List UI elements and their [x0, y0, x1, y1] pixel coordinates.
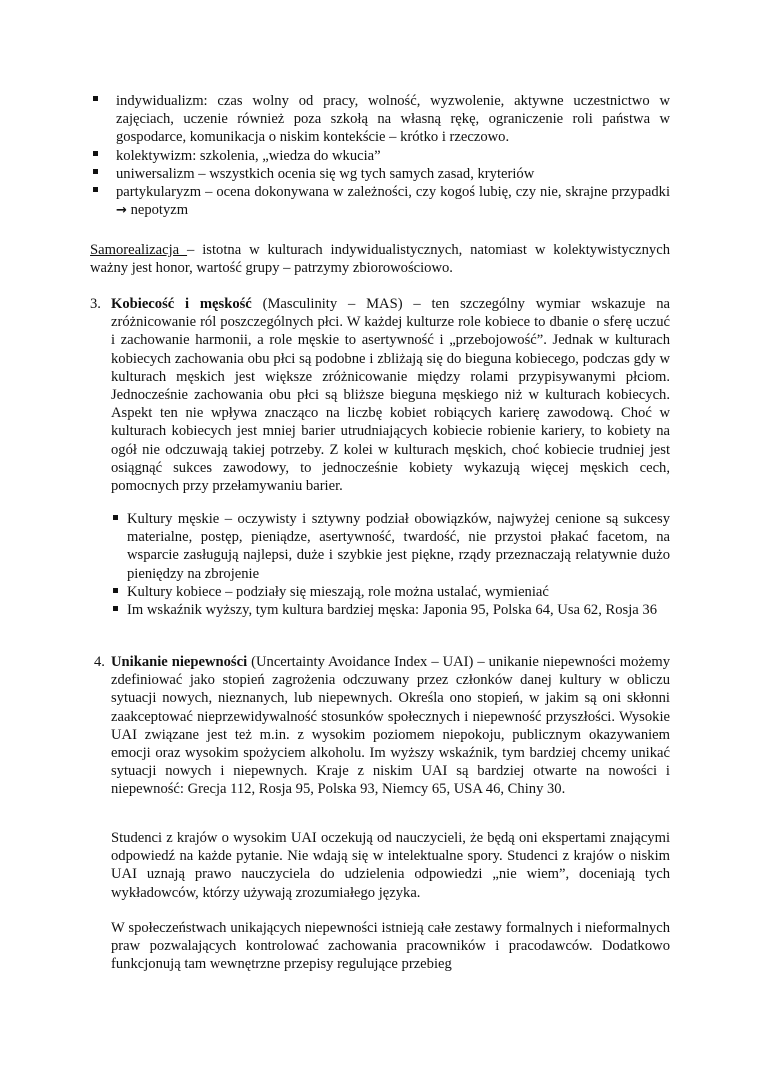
bullet-square-icon [93, 151, 98, 156]
bullet-list-values [0, 92, 760, 220]
list-item: kolektywizm: szkolenia, „wiedza do wkucia” [0, 147, 760, 165]
samorealizacja-term: Samorealizacja [90, 242, 188, 258]
section-number: 4. [94, 654, 105, 670]
list-item: indywidualizm: czas wolny od pracy, wolność, wyzwolenie, aktywne uczestnictwo w zajęciach, uczenie również poza szkołą na własną rękę, ograniczenie roli państwa w gospodarce, komunikacja o niskim kontekście – krótko i rzeczowo. [0, 92, 760, 147]
bullet-list-masculinity [0, 510, 760, 619]
section-4: 4. Unikanie niepewności (Uncertainty Avoidance Index – UAI) – unikanie niepewności możemy zdefiniować jako stopień zagrożenia odczuwany przez członków danej kultury w obliczu sytuacji nowych, nieznanych, lub niepewnych. Określa ono stopień, w jakim są oni skłonni zaakceptować nieprzewidywalność stosunków społecznych i niepewność przyszłości. Wysokie UAI związane jest też m.in. z wysokim poziomem niepokoju, publicznym okazywaniem emocji oraz wysokim spożyciem alkoholu. Im wyższy wskaźnik, tym bardziej chcemy unikać sytuacji nowych i niepewnych. Kraje z niskim UAI są bardziej otwarte na nowości i niepewność: Grecja 112, Rosja 95, Polska 93, Niemcy 65, USA 46, Chiny 30. [94, 654, 671, 798]
list-item: Im wskaźnik wyższy, tym kultura bardziej męska: Japonia 95, Polska 64, Usa 62, Rosja 36 [0, 601, 760, 619]
list-item: uniwersalizm – wszystkich ocenia się wg tych samych zasad, kryteriów [0, 165, 760, 183]
bullet-square-icon [113, 515, 118, 520]
right-arrow-icon: → [116, 203, 127, 219]
bullet-square-icon [113, 606, 118, 611]
section-title: Kobiecość i męskość [111, 296, 252, 312]
list-item: partykularyzm – ocena dokonywana w zależności, czy kogoś lubię, czy nie, skrajne przypadki → nepotyzm [0, 183, 760, 220]
bullet-square-icon [93, 169, 98, 174]
list-item: Kultury kobiece – podziały się mieszają, role można ustalać, wymieniać [0, 583, 760, 601]
section-3: 3. Kobiecość i męskość (Masculinity – MAS) – ten szczególny wymiar wskazuje na zróżnicowanie ról poszczególnych płci. W każdej kulturze role kobiece to dbanie o sferę uczuć i zachowanie harmonii, a role męskie to asertywność i „przebojowość”. Jednak w kulturach kobiecych zachowania obu płci są podobne i zbliżają się do bieguna kobiecego, podczas gdy w kulturach męskich jest większe zróżnicowanie między rolami przypisywanymi płciom. Jednocześnie zachowania obu płci są bliższe bieguna męskiego niż w kulturach kobiecych. Aspekt ten nie wpływa znacząco na liczbę kobiet robiących karierę zawodową. Choć w kulturach kobiecych jest mniej barier utrudniających kobiecie robienie kariery, to kobiety na ogół nie odczuwają takiej potrzeby. Z kolei w kulturach męskich, choć kobiecie trudniej jest osiągnąć sukces zawodowy, to jednocześnie kobiety wykazują więcej męskich cech, pomocnych przy przełamywaniu barier. [90, 296, 670, 495]
section-number: 3. [90, 296, 101, 312]
students-paragraph: Studenci z krajów o wysokim UAI oczekują od nauczycieli, że będą oni ekspertami znającymi odpowiedź na każde pytanie. Nie wdają się w intelektualne spory. Studenci z krajów o niskim UAI uznają prawo nauczyciela do udzielenia odpowiedzi „nie wiem”, doceniają tych wykładowców, którzy używają zrozumiałego języka. [111, 830, 670, 901]
list-item: Kultury męskie – oczywisty i sztywny podział obowiązków, najwyżej cenione są sukcesy materialne, postęp, pieniądze, asertywność, twardość, nie przystoi płakać facetom, na wsparcie zasługują najlepsi, duże i szybkie jest piękne, rządy przeznaczają relatywnie dużo pieniędzy na zbrojenie [0, 510, 760, 583]
bullet-square-icon [93, 187, 98, 192]
samorealizacja-paragraph: Samorealizacja – istotna w kulturach indywidualistycznych, natomiast w kolektywistycznych ważny jest honor, wartość grupy – patrzymy zbiorowościowo. [90, 242, 670, 277]
section-title: Unikanie niepewności [111, 654, 248, 670]
bullet-square-icon [113, 588, 118, 593]
bullet-square-icon [93, 96, 98, 101]
societies-paragraph: W społeczeństwach unikających niepewności istnieją całe zestawy formalnych i nieformalnych praw pozwalających kontrolować zachowania pracowników i pracodawców. Dodatkowo funkcjonują tam wewnętrzne przepisy regulujące przebieg [111, 920, 670, 973]
